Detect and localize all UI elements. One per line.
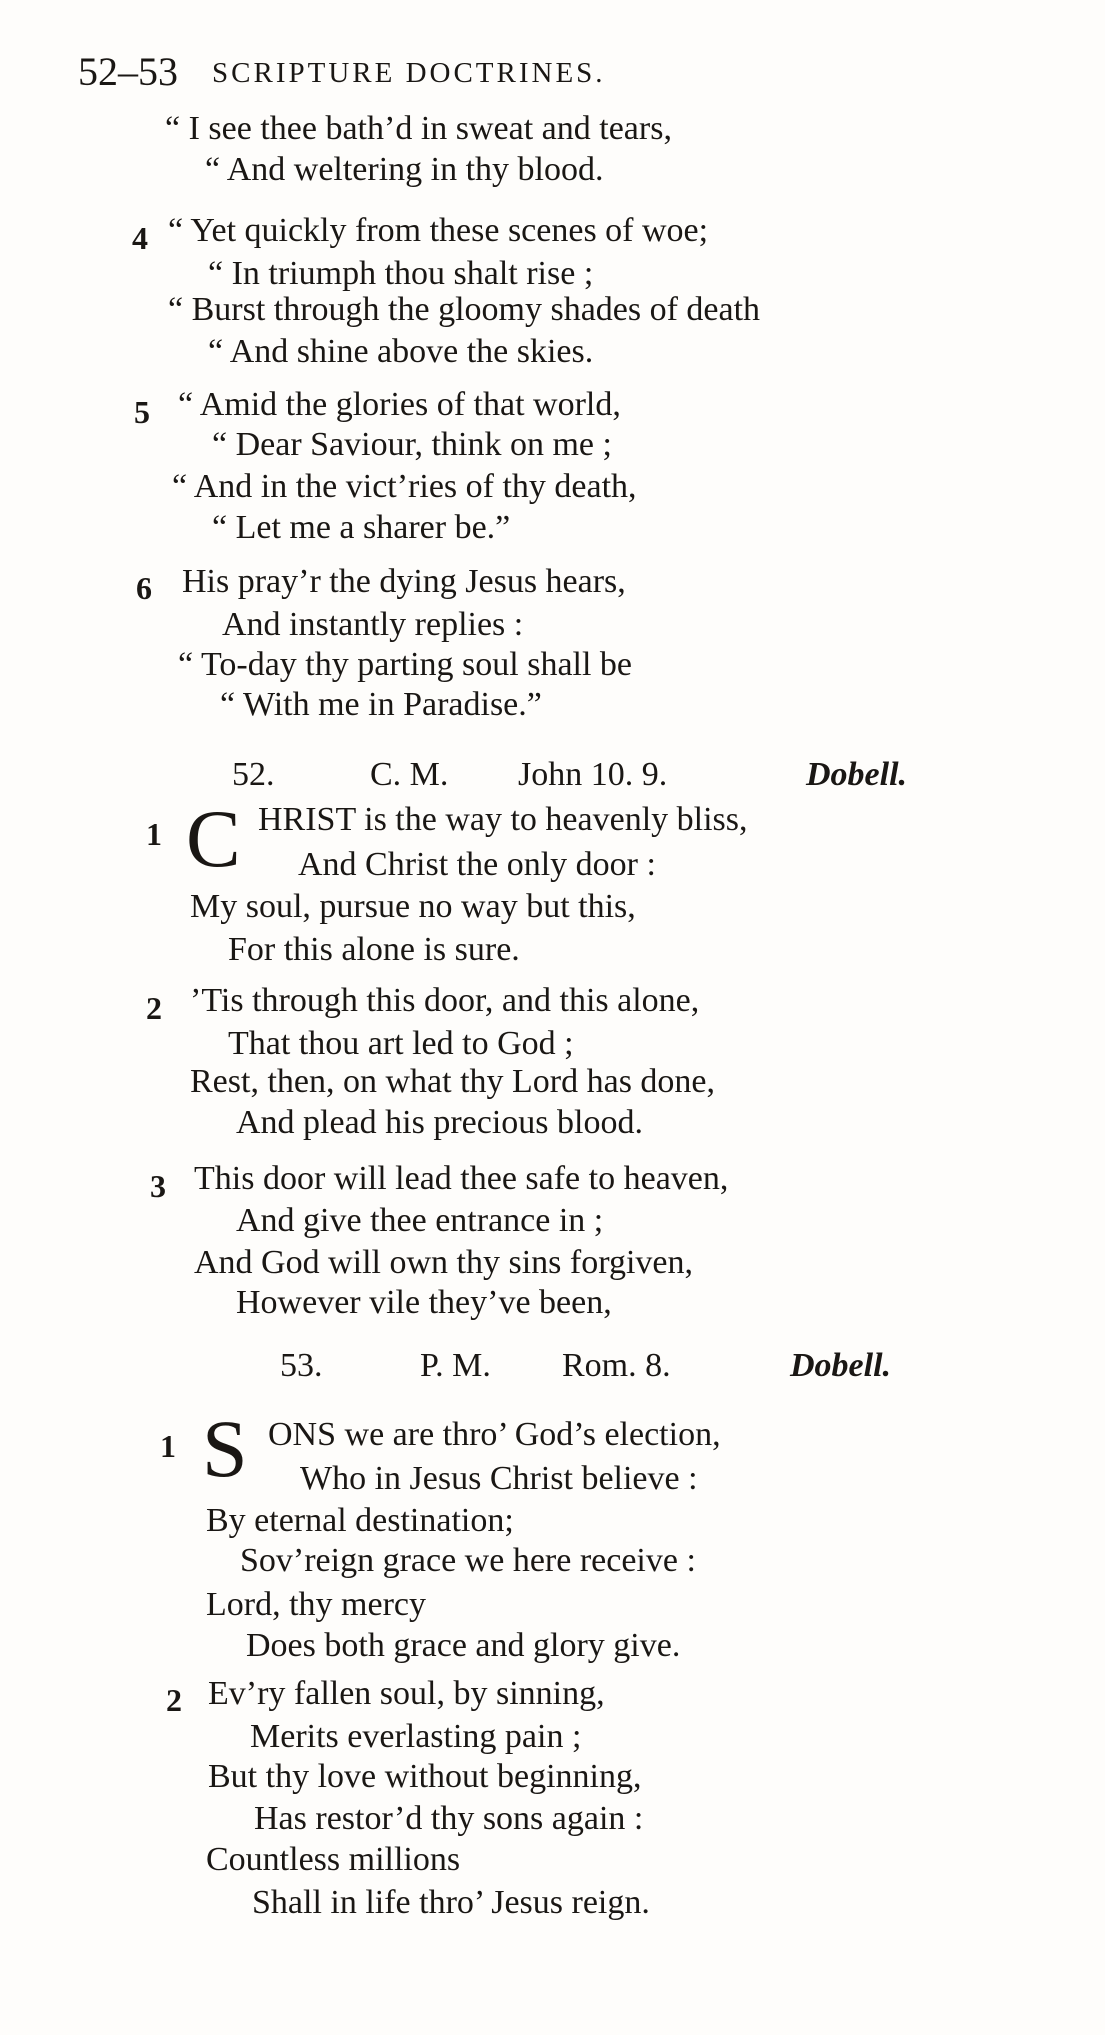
verse-line: That thou art led to God ; xyxy=(228,1025,574,1062)
verse-line: This door will lead thee safe to heaven, xyxy=(194,1160,729,1197)
verse-line: “ And weltering in thy blood. xyxy=(205,151,604,188)
stanza-number: 6 xyxy=(136,570,152,606)
verse-line: Has restor’d thy sons again : xyxy=(254,1800,644,1837)
verse-line: Who in Jesus Christ believe : xyxy=(300,1460,698,1497)
page-title: SCRIPTURE DOCTRINES. xyxy=(212,57,606,89)
hymn-author: Dobell. xyxy=(790,1347,892,1384)
verse-line: Merits everlasting pain ; xyxy=(250,1718,582,1755)
drop-cap: S xyxy=(202,1403,248,1494)
verse-line: And plead his precious blood. xyxy=(236,1104,643,1141)
stanza-number: 1 xyxy=(146,816,162,852)
verse-line: But thy love without beginning, xyxy=(208,1758,642,1795)
verse-line: Countless millions xyxy=(206,1841,461,1878)
verse-line: Shall in life thro’ Jesus reign. xyxy=(252,1884,650,1921)
verse-line: “ I see thee bath’d in sweat and tears, xyxy=(165,110,672,147)
verse-line: His pray’r the dying Jesus hears, xyxy=(182,563,626,600)
verse-line: “ Burst through the gloomy shades of death xyxy=(168,291,761,328)
verse-line: “ And in the vict’ries of thy death, xyxy=(172,468,637,505)
drop-cap: C xyxy=(186,793,241,884)
verse-line: “ Let me a sharer be.” xyxy=(212,509,511,546)
verse-line: ONS we are thro’ God’s election, xyxy=(268,1416,721,1453)
hymn-author: Dobell. xyxy=(806,756,908,793)
verse-line: “ Amid the glories of that world, xyxy=(178,386,621,423)
verse-line: Rest, then, on what thy Lord has done, xyxy=(190,1063,716,1100)
verse-line: And God will own thy sins forgiven, xyxy=(194,1244,693,1281)
verse-line: “ And shine above the skies. xyxy=(208,333,594,370)
verse-line: “ In triumph thou shalt rise ; xyxy=(208,255,594,292)
verse-line: Sov’reign grace we here receive : xyxy=(240,1542,696,1579)
stanza-number: 1 xyxy=(160,1428,176,1464)
verse-line: HRIST is the way to heavenly bliss, xyxy=(258,801,748,838)
verse-line: “ Yet quickly from these scenes of woe; xyxy=(168,212,709,249)
verse-line: For this alone is sure. xyxy=(228,931,520,968)
hymn-number: 52. xyxy=(232,756,275,793)
verse-line: ’Tis through this door, and this alone, xyxy=(190,982,700,1019)
verse-line: “ Dear Saviour, think on me ; xyxy=(212,426,612,463)
verse-line: And Christ the only door : xyxy=(298,846,656,883)
stanza-number: 3 xyxy=(150,1168,166,1204)
stanza-number: 2 xyxy=(146,990,162,1026)
hymn-meter: C. M. xyxy=(370,756,449,793)
scripture-reference: Rom. 8. xyxy=(562,1347,671,1384)
stanza-number: 2 xyxy=(166,1682,182,1718)
hymn-number: 53. xyxy=(280,1347,323,1384)
verse-line: Ev’ry fallen soul, by sinning, xyxy=(208,1675,605,1712)
stanza-number: 5 xyxy=(134,394,150,430)
verse-line: Lord, thy mercy xyxy=(206,1586,426,1623)
running-header xyxy=(78,48,606,95)
verse-line: However vile they’ve been, xyxy=(236,1284,612,1321)
stanza-number: 4 xyxy=(132,220,148,256)
verse-line: My soul, pursue no way but this, xyxy=(190,888,636,925)
verse-line: And instantly replies : xyxy=(222,606,524,643)
verse-line: “ To-day thy parting soul shall be xyxy=(178,646,633,683)
scripture-reference: John 10. 9. xyxy=(518,756,668,793)
hymn-meter: P. M. xyxy=(420,1347,491,1384)
verse-line: By eternal destination; xyxy=(206,1502,514,1539)
verse-line: Does both grace and glory give. xyxy=(246,1627,681,1664)
page-numbers: 52–53 xyxy=(78,49,178,94)
verse-line: “ With me in Paradise.” xyxy=(220,686,542,723)
verse-line: And give thee entrance in ; xyxy=(236,1202,604,1239)
